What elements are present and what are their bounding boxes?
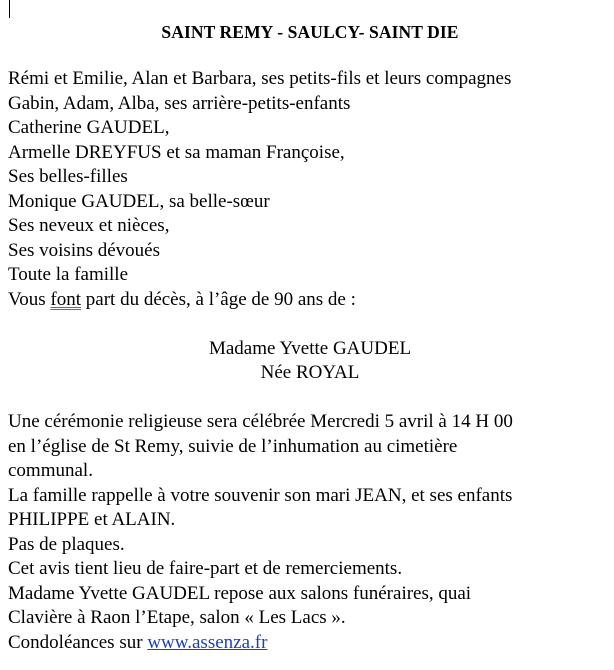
family-line: Rémi et Emilie, Alan et Barbara, ses petits-fils et leurs compagnes: [8, 68, 512, 89]
details-line: Madame Yvette GAUDEL repose aux salons funéraires, quai: [8, 582, 472, 604]
family-line: Catherine GAUDEL,: [8, 117, 170, 138]
family-line: Ses neveux et nièces,: [8, 215, 170, 236]
details-line: PHILIPPE et ALAIN.: [8, 509, 176, 530]
obituary-document: [8, 20, 612, 655]
spacer: [8, 312, 612, 337]
announcement-suffix: part du décès, à l’âge de 90 ans de :: [81, 288, 356, 310]
details-line: Clavière à Raon l’Etape, salon « Les Lacs ».: [8, 607, 346, 628]
document-title: SAINT REMY - SAULCY- SAINT DIE: [161, 22, 459, 42]
details-line: Une cérémonie religieuse sera célébrée Mercredi 5 avril à 14 H 00: [8, 411, 513, 432]
family-line: Armelle DREYFUS et sa maman Françoise,: [8, 141, 345, 163]
ceremony-details: [8, 410, 612, 631]
deceased-maiden-name: Née ROYAL: [260, 362, 360, 383]
details-line: Cet avis tient lieu de faire-part et de remerciements.: [8, 558, 403, 579]
details-line: communal.: [8, 460, 93, 481]
details-line: La famille rappelle à votre souvenir son mari JEAN, et ses enfants: [8, 484, 513, 506]
text-cursor-mark: [9, 0, 10, 18]
spacer: [8, 386, 612, 411]
details-line: Pas de plaques.: [8, 533, 125, 555]
family-line: Monique GAUDEL, sa belle-sœur: [8, 190, 270, 212]
condolences-prefix: Condoléances sur: [8, 631, 148, 653]
family-line: Ses belles-filles: [8, 166, 128, 187]
condolences-line: [8, 631, 612, 656]
family-list: [8, 67, 612, 288]
grammar-flagged-word[interactable]: font: [50, 288, 82, 310]
condolences-link[interactable]: www.assenza.fr: [147, 631, 268, 653]
family-line: Gabin, Adam, Alba, ses arrière-petits-enfants: [8, 92, 351, 114]
family-line: Toute la famille: [8, 264, 129, 285]
announcement-line: [8, 288, 612, 313]
family-line: Ses voisins dévoués: [8, 239, 160, 261]
details-line: en l’église de St Remy, suivie de l’inhumation au cimetière: [8, 435, 458, 457]
announcement-prefix: Vous: [8, 288, 51, 310]
deceased-name: Madame Yvette GAUDEL: [208, 337, 412, 359]
